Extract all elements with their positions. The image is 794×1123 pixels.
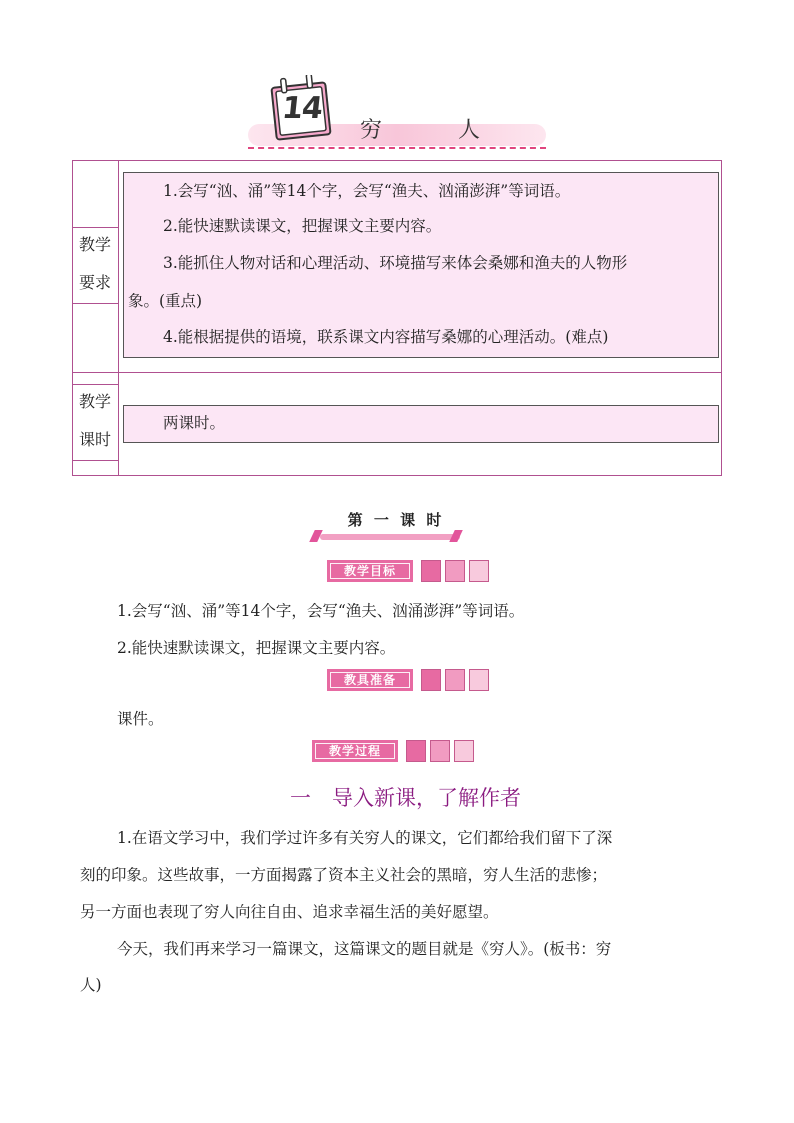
process-badge-label: 教学过程 bbox=[312, 740, 398, 762]
badge-square bbox=[445, 560, 465, 582]
requirements-label bbox=[73, 226, 117, 302]
section-title-underline bbox=[320, 534, 460, 540]
section-title: 第 一 课 时 bbox=[347, 511, 445, 529]
hours-label-line-2: 课时 bbox=[78, 430, 111, 449]
badge-square bbox=[445, 669, 465, 691]
requirement-item: 3.能抓住人物对话和心理活动、环境描写来体会桑娜和渔夫的人物形 bbox=[163, 254, 628, 272]
goal-item: 2.能快速默读课文，把握课文主要内容。 bbox=[117, 639, 396, 657]
paragraph-line: 另一方面也表现了穷人向往自由、追求幸福生活的美好愿望。 bbox=[80, 903, 499, 921]
section-underline-accent bbox=[449, 530, 463, 542]
part-one-heading: 一 导入新课，了解作者 bbox=[290, 786, 521, 810]
requirements-label-line-2: 要求 bbox=[78, 273, 111, 292]
badge-square bbox=[454, 740, 474, 762]
table-border-top bbox=[72, 160, 722, 161]
requirements-label-line-1: 教学 bbox=[78, 235, 111, 254]
requirement-item: 2.能快速默读课文，把握课文主要内容。 bbox=[163, 217, 442, 235]
label-cell-line bbox=[72, 460, 118, 461]
requirement-item: 象。(重点) bbox=[128, 292, 203, 310]
paragraph-line: 1.在语文学习中，我们学过许多有关穷人的课文，它们都给我们留下了深 bbox=[117, 829, 613, 847]
badge-square bbox=[469, 560, 489, 582]
materials-text: 课件。 bbox=[117, 710, 164, 728]
materials-badge-label: 教具准备 bbox=[327, 669, 413, 691]
requirement-item: 1.会写“汹、涌”等14个字，会写“渔夫、汹涌澎湃”等词语。 bbox=[163, 182, 571, 200]
badge-square bbox=[406, 740, 426, 762]
badge-square bbox=[469, 669, 489, 691]
title-dashed-underline bbox=[248, 147, 546, 149]
lesson-title-char-2: 人 bbox=[458, 118, 481, 143]
label-cell-line bbox=[72, 303, 118, 304]
hours-label-line-1: 教学 bbox=[78, 392, 111, 411]
paragraph-line: 刻的印象。这些故事，一方面揭露了资本主义社会的黑暗，穷人生活的悲惨； bbox=[80, 866, 608, 884]
paragraph-line: 今天，我们再来学习一篇课文，这篇课文的题目就是《穷人》。(板书：穷 bbox=[117, 940, 612, 958]
table-column-divider bbox=[118, 160, 119, 475]
table-border-right bbox=[721, 160, 722, 475]
goal-item: 1.会写“汹、涌”等14个字，会写“渔夫、汹涌澎湃”等词语。 bbox=[117, 602, 525, 620]
table-row-divider bbox=[72, 372, 722, 373]
lesson-title-char-1: 穷 bbox=[360, 118, 383, 143]
badge-square bbox=[421, 560, 441, 582]
calendar-icon bbox=[270, 75, 334, 141]
hours-label bbox=[73, 383, 117, 459]
hours-value: 两课时。 bbox=[163, 414, 226, 432]
lesson-title bbox=[360, 113, 510, 143]
requirement-item: 4.能根据提供的语境，联系课文内容描写桑娜的心理活动。(难点) bbox=[163, 328, 609, 346]
lesson-number: 14 bbox=[280, 91, 324, 126]
badge-square bbox=[421, 669, 441, 691]
goals-badge-label: 教学目标 bbox=[327, 560, 413, 582]
badge-square bbox=[430, 740, 450, 762]
table-border-bottom bbox=[72, 475, 722, 476]
paragraph-line: 人) bbox=[80, 976, 102, 994]
